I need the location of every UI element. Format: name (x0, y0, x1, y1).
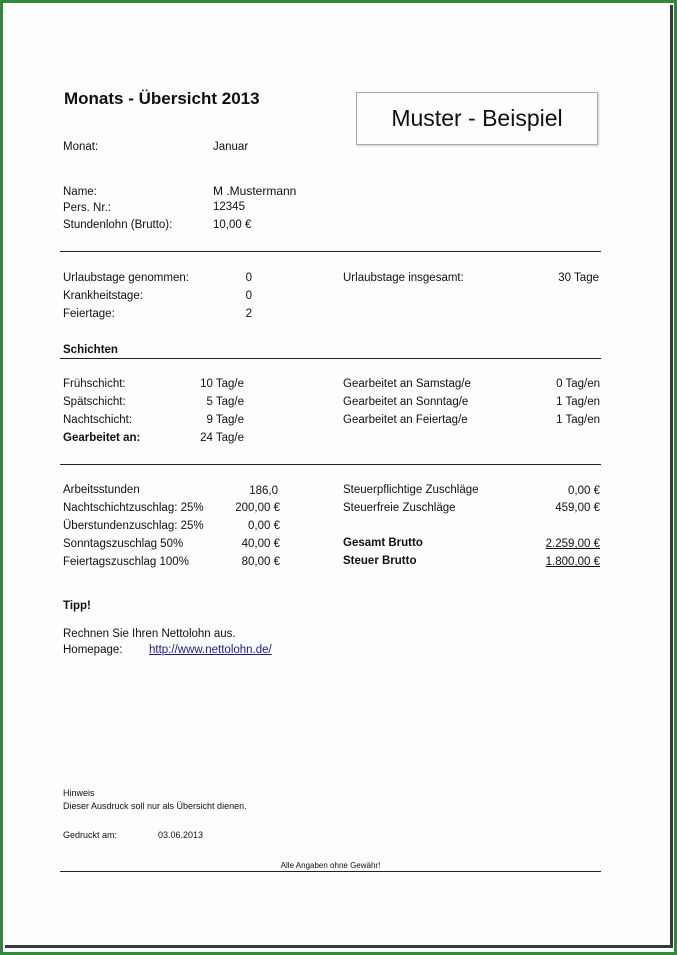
pay-label: Sonntagszuschlag 50% (63, 538, 184, 550)
weekend-label: Gearbeitet an Feiertag/e (343, 414, 468, 426)
zuschlag-label: Steuerfreie Zuschläge (343, 502, 456, 514)
urlaubstage-value: 0 (245, 272, 252, 284)
hinweis-label: Hinweis (63, 788, 95, 798)
divider (60, 464, 601, 465)
weekend-value: 1 Tag/en (556, 396, 600, 408)
pay-label: Nachtschichtzuschlag: 25% (63, 502, 204, 514)
weekend-label: Gearbeitet an Sonntag/e (343, 396, 469, 408)
homepage-label: Homepage: (63, 644, 123, 656)
steuer-brutto-value: 1.800,00 € (545, 556, 600, 568)
stundenlohn-label: Stundenlohn (Brutto): (63, 219, 173, 231)
zuschlag-label: Steuerpflichtige Zuschläge (343, 484, 479, 496)
shift-label: Frühschicht: (63, 378, 126, 390)
stundenlohn-value: 10,00 € (213, 219, 252, 231)
shift-value: 10 Tag/e (200, 378, 244, 390)
pay-value: 40,00 € (241, 538, 280, 550)
monat-value: Januar (213, 141, 249, 153)
sample-box: Muster - Beispiel (356, 92, 598, 145)
tipp-heading: Tipp! (63, 600, 91, 612)
steuer-brutto-label: Steuer Brutto (343, 555, 417, 567)
tipp-text: Rechnen Sie Ihren Nettolohn aus. (63, 628, 236, 640)
weekend-value: 1 Tag/en (556, 414, 600, 426)
page-title: Monats - Übersicht 2013 (64, 89, 260, 108)
name-label: Name: (63, 186, 97, 198)
pay-value: 200,00 € (235, 502, 280, 514)
hinweis-text: Dieser Ausdruck soll nur als Übersicht dienen. (63, 801, 247, 811)
weekend-label: Gearbeitet an Samstag/e (343, 378, 471, 390)
homepage-link[interactable]: http://www.nettolohn.de/ (149, 644, 272, 656)
persnr-label: Pers. Nr.: (63, 202, 111, 214)
pay-label: Arbeitsstunden (63, 484, 140, 496)
feiertage-label: Feiertage: (63, 308, 115, 320)
disclaimer: Alle Angaben ohne Gewähr! (280, 861, 381, 870)
urlaubstage-insgesamt-value: 30 Tage (558, 272, 599, 284)
zuschlag-value: 459,00 € (555, 502, 600, 514)
monat-label: Monat: (63, 141, 99, 153)
krankheitstage-label: Krankheitstage: (63, 290, 143, 302)
divider (60, 251, 601, 252)
gearbeitet-an-value: 24 Tag/e (200, 432, 244, 444)
gearbeitet-an-label: Gearbeitet an: (63, 432, 141, 444)
pay-value: 0,00 € (248, 520, 280, 532)
pay-label: Feiertagszuschlag 100% (63, 556, 189, 568)
gedruckt-label: Gedruckt am: (63, 830, 118, 840)
shift-label: Nachtschicht: (63, 414, 133, 426)
feiertage-value: 2 (245, 308, 252, 320)
krankheitstage-value: 0 (245, 290, 252, 302)
shift-label: Spätschicht: (63, 396, 126, 408)
pay-label: Überstundenzuschlag: 25% (63, 520, 204, 532)
schichten-heading: Schichten (63, 344, 118, 356)
urlaubstage-insgesamt-label: Urlaubstage insgesamt: (343, 272, 464, 284)
weekend-value: 0 Tag/en (556, 378, 600, 390)
shift-value: 9 Tag/e (206, 414, 244, 426)
urlaubstage-label: Urlaubstage genommen: (63, 272, 189, 284)
gesamt-brutto-label: Gesamt Brutto (343, 537, 423, 549)
pay-value: 186,0 (249, 485, 278, 497)
divider (60, 358, 601, 359)
zuschlag-value: 0,00 € (568, 485, 600, 497)
persnr-value: 12345 (213, 201, 245, 213)
name-value: M .Mustermann (213, 184, 297, 198)
gesamt-brutto-value: 2.259,00 € (545, 538, 600, 550)
shift-value: 5 Tag/e (206, 396, 244, 408)
footer-divider (60, 871, 601, 872)
gedruckt-value: 03.06.2013 (158, 830, 204, 840)
pay-value: 80,00 € (241, 556, 280, 568)
